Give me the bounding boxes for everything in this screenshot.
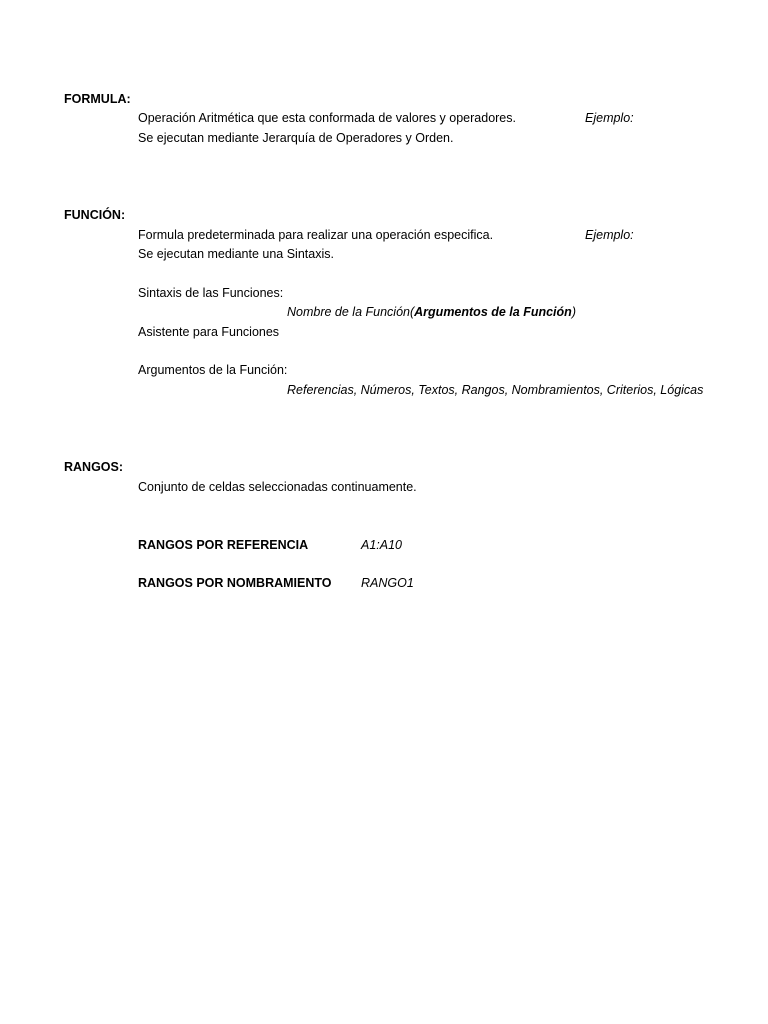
range-by-name-label: RANGOS POR NOMBRAMIENTO [138, 576, 332, 590]
syntax-close-paren: ) [571, 305, 576, 319]
range-by-reference-label: RANGOS POR REFERENCIA [138, 538, 309, 552]
range-by-reference-value: A1:A10 [361, 538, 403, 552]
funcion-heading: FUNCIÓN: [64, 208, 126, 222]
syntax-expression [287, 304, 576, 320]
funcion-example-label: Ejemplo: [585, 228, 634, 242]
rangos-definition: Conjunto de celdas seleccionadas continuamente. [138, 480, 417, 494]
rangos-heading: RANGOS: [64, 460, 124, 474]
funcion-execution-note: Se ejecutan mediante una Sintaxis. [138, 247, 334, 261]
syntax-arguments: Argumentos de la Función [414, 305, 572, 319]
arguments-label: Argumentos de la Función: [138, 363, 288, 377]
funcion-definition: Formula predeterminada para realizar una operación especifica. [138, 228, 494, 242]
syntax-function-name: Nombre de la Función( [287, 305, 415, 319]
range-by-name-value: RANGO1 [361, 576, 414, 590]
formula-execution-note: Se ejecutan mediante Jerarquía de Operadores y Orden. [138, 131, 454, 145]
syntax-label: Sintaxis de las Funciones: [138, 286, 284, 300]
arguments-list: Referencias, Números, Textos, Rangos, Nombramientos, Criterios, Lógicas [287, 383, 704, 397]
function-assistant: Asistente para Funciones [138, 325, 280, 339]
formula-definition: Operación Aritmética que esta conformada de valores y operadores. [138, 111, 516, 125]
formula-heading: FORMULA: [64, 92, 131, 106]
formula-example-label: Ejemplo: [585, 111, 634, 125]
